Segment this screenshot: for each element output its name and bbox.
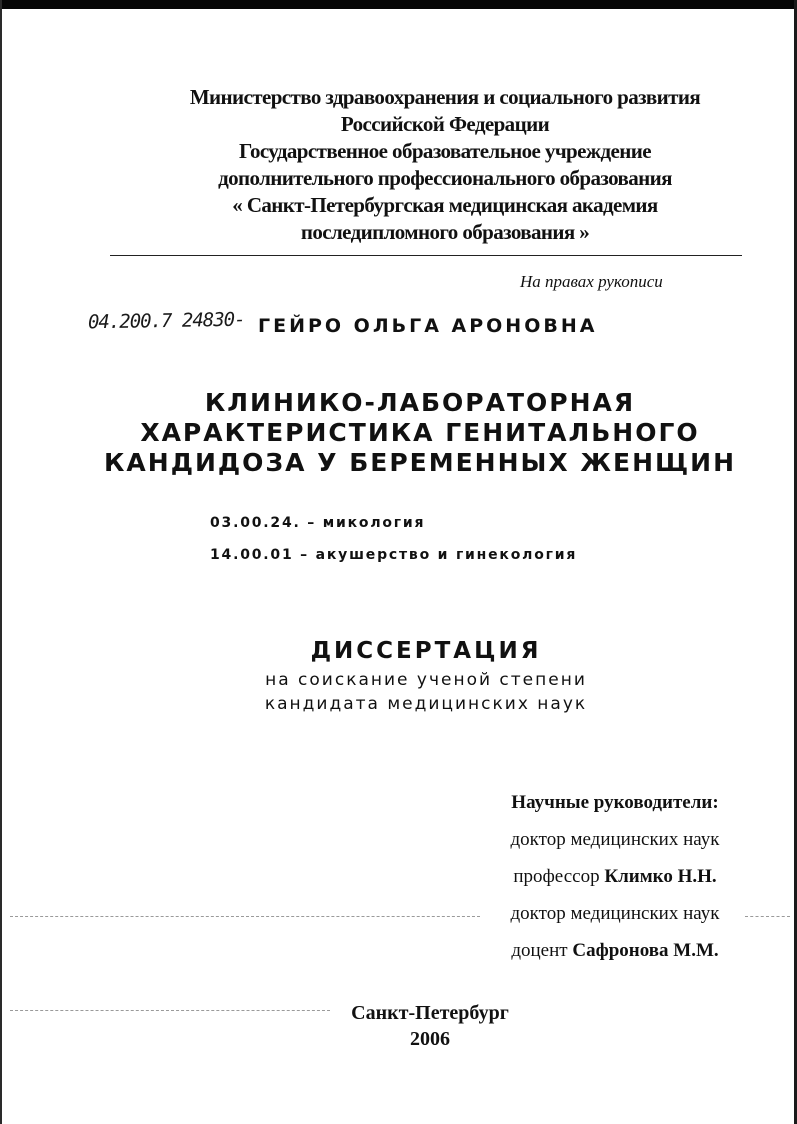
scan-left-edge (0, 0, 2, 1124)
title-line-3: КАНДИДОЗА У БЕРЕМЕННЫХ ЖЕНЩИН (103, 448, 736, 477)
header-line-postgraduate: последипломного образования » (300, 220, 590, 244)
header-line-education: дополнительного профессионального образования (218, 166, 672, 190)
dissertation-subtitle-1: на соискание ученой степени (265, 670, 587, 690)
supervisor-2-title: доцент (511, 940, 568, 961)
author-name: ГЕЙРО ОЛЬГА АРОНОВНА (258, 315, 598, 337)
thesis-title (80, 388, 760, 478)
header-divider (110, 255, 742, 256)
handwritten-number: 04.200.7 24830- (87, 308, 245, 334)
supervisor-1-name: Климко Н.Н. (604, 866, 717, 887)
rights-note: На правах рукописи (520, 272, 663, 291)
footer-city: Санкт-Петербург (351, 1002, 509, 1024)
specialty-obstetrics: 14.00.01 – акушерство и гинекология (210, 547, 578, 563)
header-line-country: Российской Федерации (340, 112, 550, 136)
supervisor-1-line (470, 866, 760, 903)
scan-artifact-line (10, 1010, 330, 1011)
supervisor-2-degree: доктор медицинских наук (510, 903, 720, 924)
supervisor-1-title: профессор (513, 866, 600, 887)
dissertation-subtitle-2: кандидата медицинских наук (264, 694, 588, 714)
footer-year: 2006 (410, 1028, 450, 1050)
dissertation-title: ДИССЕРТАЦИЯ (310, 638, 542, 664)
header-line-academy: « Санкт-Петербургская медицинская академия (232, 193, 658, 217)
institution-header (100, 84, 790, 246)
specialty-mycology: 03.00.24. – микология (210, 515, 426, 531)
scan-artifact-line (10, 916, 480, 917)
title-line-1: КЛИНИКО-ЛАБОРАТОРНАЯ (204, 388, 636, 417)
supervisors-heading: Научные руководители: (511, 792, 719, 813)
supervisor-2-name: Сафронова М.М. (572, 940, 719, 961)
scan-top-border (0, 0, 797, 9)
supervisors-block (470, 792, 760, 977)
header-line-ministry: Министерство здравоохранения и социального развития (189, 85, 701, 109)
supervisor-1-degree: доктор медицинских наук (510, 829, 720, 850)
title-line-2: ХАРАКТЕРИСТИКА ГЕНИТАЛЬНОГО (140, 418, 700, 447)
scan-artifact-line (745, 916, 790, 917)
header-line-institution-type: Государственное образовательное учреждение (239, 139, 651, 163)
footer (320, 1000, 540, 1052)
supervisor-2-line (470, 940, 760, 977)
